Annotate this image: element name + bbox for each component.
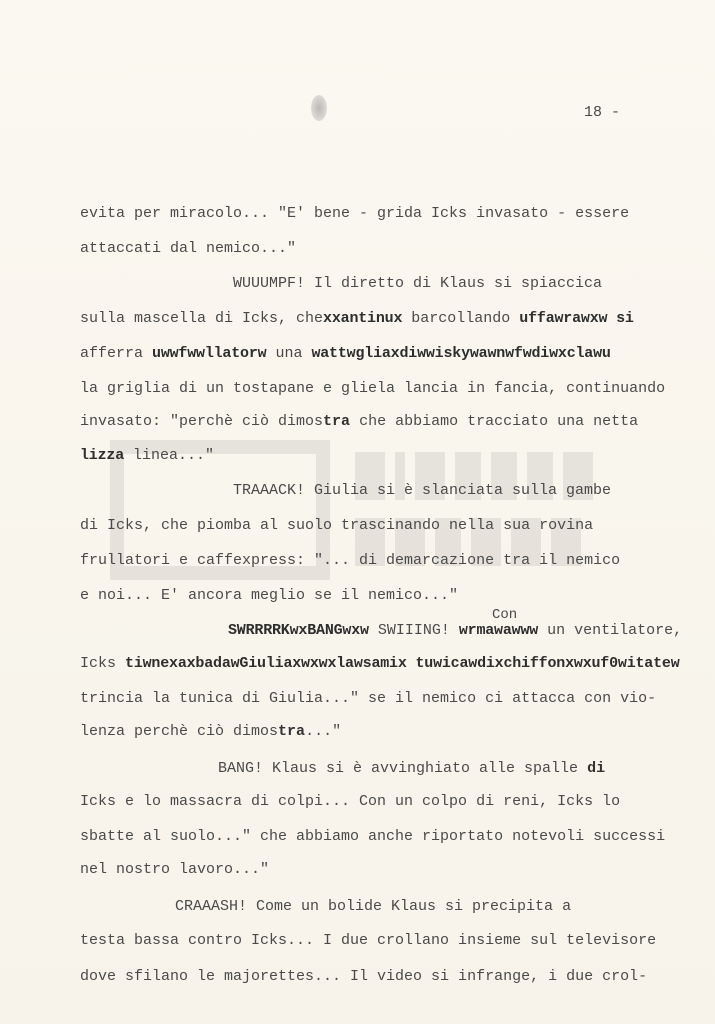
text-segment: e noi... E' ancora meglio se il nemico..." bbox=[80, 587, 459, 604]
text-line bbox=[228, 607, 683, 640]
text-segment: WUUUMPF! Il diretto di Klaus si spiaccica bbox=[233, 275, 603, 292]
text-segment: dove sfilano le majorettes... Il video si infrange, i due crol- bbox=[80, 968, 648, 985]
text-segment: lenza perchè ciò dimos bbox=[80, 723, 279, 740]
text-segment: SWIIING! bbox=[368, 622, 459, 639]
page-number: 18 - bbox=[584, 104, 621, 121]
struck-out-text: tiwnexaxbadawGiuliaxwxwxlawsamix tuwicawdixchiffonxwxuf0witatew bbox=[125, 655, 680, 672]
text-segment: Icks e lo massacra di colpi... Con un colpo di reni, Icks lo bbox=[80, 793, 621, 810]
struck-out-text: lizza bbox=[80, 447, 125, 464]
text-line bbox=[80, 310, 634, 328]
text-segment: trincia la tunica di Giulia..." se il nemico ci attacca con vio- bbox=[80, 690, 657, 707]
text-segment: BANG! Klaus si è avvinghiato alle spalle bbox=[218, 760, 588, 777]
text-line bbox=[80, 380, 665, 398]
text-line bbox=[80, 690, 656, 708]
text-line bbox=[80, 447, 214, 465]
text-line bbox=[218, 760, 605, 778]
text-line bbox=[80, 655, 680, 673]
text-segment: frullatori e caffexpress: "... di demarcazione tra il nemico bbox=[80, 552, 621, 569]
text-segment: TRAAACK! Giulia si è slanciata sulla gambe bbox=[233, 482, 612, 499]
text-segment: linea..." bbox=[124, 447, 215, 464]
text-line bbox=[233, 275, 602, 293]
text-line bbox=[80, 861, 269, 879]
text-line bbox=[80, 828, 665, 846]
text-line bbox=[80, 517, 593, 535]
text-segment: barcollando bbox=[402, 310, 520, 327]
text-segment: un ventilatore, bbox=[538, 622, 683, 639]
text-line bbox=[80, 968, 647, 986]
ink-smudge bbox=[311, 95, 327, 121]
struck-out-text: uffawrawxw si bbox=[519, 310, 634, 327]
text-line bbox=[80, 205, 629, 223]
text-segment: di Icks, che piomba al suolo trascinando nella sua rovina bbox=[80, 517, 594, 534]
text-segment: attaccati dal nemico..." bbox=[80, 240, 297, 257]
text-line bbox=[80, 587, 458, 605]
struck-out-text: SWRRRRKwxBANGwxw bbox=[228, 622, 369, 639]
text-line bbox=[233, 482, 611, 500]
overtyped-text: tra bbox=[278, 723, 306, 740]
struck-out-text: wattwgliaxdiwwiskywawnwfwdiwxclawu bbox=[311, 345, 611, 362]
text-segment: una bbox=[266, 345, 312, 362]
overtyped-text: di bbox=[587, 760, 606, 777]
text-segment: testa bassa contro Icks... I due crollano insieme sul televisore bbox=[80, 932, 657, 949]
struck-out-text: uwwfwwllatorw bbox=[152, 345, 267, 362]
text-line bbox=[80, 240, 296, 258]
text-segment: la griglia di un tostapane e gliela lancia in fancia, continuando bbox=[80, 380, 666, 397]
struck-out-text: xxantinux bbox=[323, 310, 403, 327]
text-segment: che abbiamo tracciato una netta bbox=[350, 413, 639, 430]
text-segment: nel nostro lavoro..." bbox=[80, 861, 270, 878]
text-segment: ..." bbox=[305, 723, 342, 740]
text-line bbox=[175, 898, 571, 916]
text-line bbox=[80, 793, 620, 811]
text-segment: sulla mascella di Icks, che bbox=[80, 310, 324, 327]
text-segment: Icks bbox=[80, 655, 126, 672]
text-segment: evita per miracolo... "E' bene - grida Icks invasato - essere bbox=[80, 205, 630, 222]
text-segment: sbatte al suolo..." che abbiamo anche riportato notevoli successi bbox=[80, 828, 666, 845]
text-line bbox=[80, 723, 341, 741]
overtyped-text: tra bbox=[323, 413, 351, 430]
text-segment: CRAAASH! Come un bolide Klaus si precipita a bbox=[175, 898, 572, 915]
struck-out-text: wrmawawww bbox=[458, 622, 539, 639]
text-line bbox=[80, 345, 611, 363]
handwritten-insertion: Con bbox=[492, 607, 518, 623]
text-segment: invasato: "perchè ciò dimos bbox=[80, 413, 324, 430]
text-line bbox=[80, 552, 620, 570]
text-line bbox=[80, 413, 638, 431]
text-line bbox=[80, 932, 656, 950]
text-segment: afferra bbox=[80, 345, 153, 362]
